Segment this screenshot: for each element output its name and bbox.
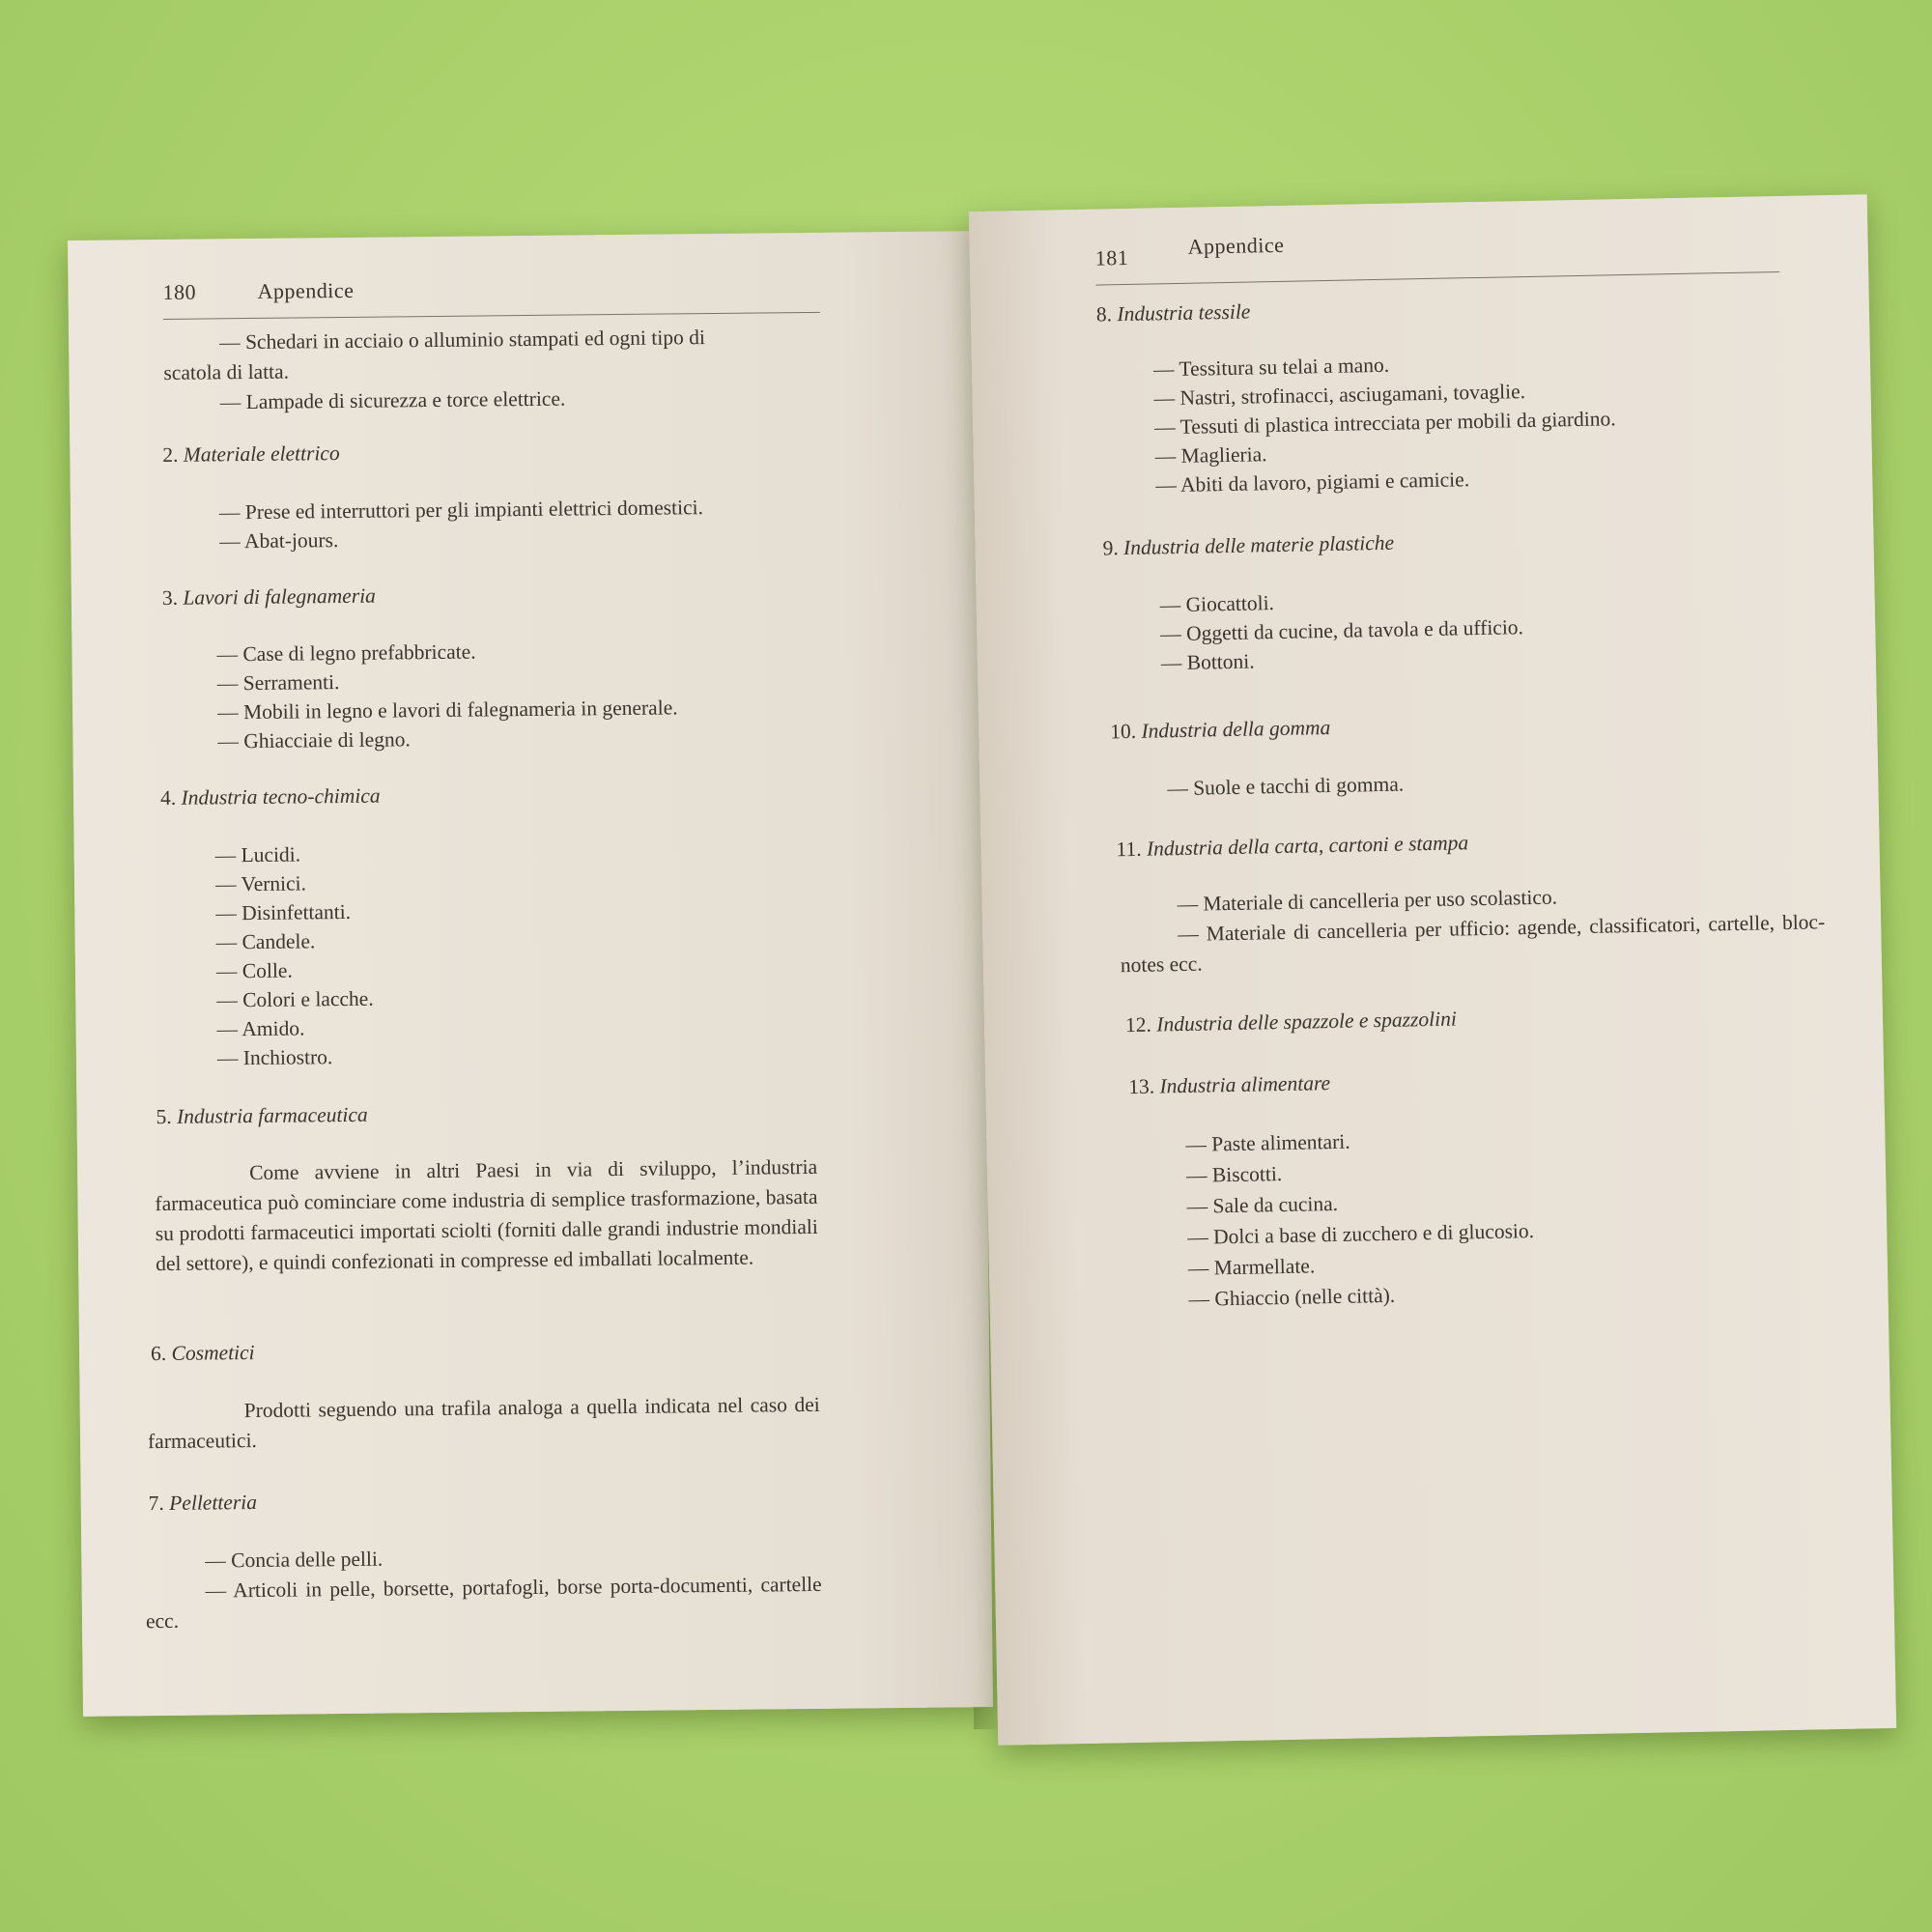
right-page — [969, 194, 1896, 1746]
section-number: 11. — [1116, 837, 1142, 862]
list-item: — Ghiaccio (nelle città). — [1188, 1283, 1396, 1311]
section-number: 5. — [156, 1104, 172, 1129]
list-item: — Amido. — [216, 1016, 305, 1041]
section-list — [1167, 770, 1404, 804]
list-item: — Abat-jours. — [219, 528, 339, 554]
section-list — [1185, 1122, 1535, 1315]
list-item: — Marmellate. — [1187, 1254, 1316, 1280]
section-paragraph: Come avviene in altri Paesi in via di sviluppo, l’industria farmaceutica può cominciare come industria di semplice trasformazione, basata su prodotti farmaceutici importati sciolti (forniti dalle grandi industrie mondiali del settore), e quindi confezionati in compresse ed imballati localmente. — [155, 1154, 818, 1276]
list-item: — Dolci a base di zucchero e di glucosio. — [1187, 1219, 1535, 1249]
section-number: 10. — [1109, 719, 1137, 744]
list-item: — Concia delle pelli. — [205, 1547, 384, 1573]
section-heading — [162, 439, 340, 469]
list-item: — Colle. — [215, 958, 293, 983]
list-item: — Ghiacciaie di legno. — [217, 727, 411, 753]
section-heading — [162, 582, 376, 612]
section-heading — [151, 1338, 255, 1368]
section-title: Cosmetici — [171, 1341, 255, 1365]
section-title: Industria tessile — [1117, 299, 1251, 327]
section-list — [216, 635, 678, 755]
list-item: — Sale da cucina. — [1186, 1191, 1339, 1218]
section-heading — [149, 1488, 258, 1518]
list-item: — Prese ed interruttori per gli impianti elettrici domestici. — [218, 496, 704, 525]
section-number: 2. — [162, 442, 179, 467]
section-heading — [1102, 528, 1394, 563]
section-number: 8. — [1095, 302, 1113, 327]
section-number: 9. — [1102, 536, 1119, 560]
list-item: — Serramenti. — [216, 670, 340, 696]
list-item: — Maglieria. — [1154, 442, 1267, 469]
section-title: Industria tecno-chimica — [181, 783, 381, 810]
list-item: — Abiti da lavoro, pigiami e camicie. — [1155, 468, 1470, 497]
section-number: 3. — [161, 585, 179, 610]
section-list — [145, 1540, 822, 1636]
list-item: — Disinfettanti. — [215, 899, 352, 925]
running-title: Appendice — [257, 277, 355, 303]
list-item: — Articoli in pelle, borsette, portafogli, borse porta-documenti, cartelle ecc. — [145, 1572, 822, 1634]
list-item: — Case di legno prefabbricate. — [216, 639, 476, 667]
section-title: Lavori di falegnameria — [183, 583, 376, 610]
list-item: — Mobili in legno e lavori di falegnameria in generale. — [217, 696, 678, 724]
list-item: — Lampade di sicurezza e torce elettrice. — [219, 386, 566, 414]
list-item: scatola di latta. — [163, 359, 290, 384]
section-title: Industria delle spazzole e spazzolini — [1156, 1007, 1458, 1037]
list-item: — Schedari in acciaio o alluminio stampati ed ogni tipo di — [219, 326, 706, 355]
section-number: 7. — [148, 1492, 164, 1516]
section-title: Industria delle materie plastiche — [1122, 530, 1395, 560]
section-list — [1119, 877, 1826, 980]
left-page — [68, 231, 993, 1717]
header-rule — [1095, 271, 1779, 286]
list-item: — Giocattoli. — [1159, 591, 1275, 617]
page-number: 180 — [162, 279, 197, 304]
page-number: 181 — [1094, 244, 1129, 270]
list-item: — Paste alimentari. — [1185, 1129, 1350, 1156]
intro-list — [163, 322, 821, 418]
section-list — [1159, 583, 1523, 677]
section-heading — [160, 781, 381, 812]
list-item: — Materiale di cancelleria per ufficio: agende, classificatori, cartelle, bloc-notes ecc. — [1120, 910, 1826, 978]
list-item: — Biscotti. — [1185, 1162, 1283, 1187]
header-rule — [163, 312, 820, 320]
section-heading — [1128, 1068, 1330, 1101]
list-item: — Candele. — [215, 929, 316, 954]
section-title: Industria della gomma — [1141, 715, 1331, 743]
running-title: Appendice — [1187, 232, 1285, 259]
section-list — [1153, 346, 1617, 499]
list-item: — Oggetti da cucine, da tavola e da ufficio. — [1160, 615, 1524, 646]
list-item: — Inchiostro. — [216, 1045, 333, 1070]
section-number: 12. — [1124, 1012, 1152, 1037]
section-list — [219, 493, 704, 555]
list-item: — Tessuti di plastica intrecciata per mobili da giardino. — [1153, 407, 1616, 440]
list-item: — Lucidi. — [214, 842, 301, 867]
section-title: Industria della carta, cartoni e stampa — [1146, 831, 1469, 861]
section-heading — [1110, 713, 1331, 746]
section-title: Industria alimentare — [1159, 1071, 1331, 1098]
section-list — [215, 839, 375, 1073]
section-heading — [156, 1100, 367, 1131]
section-number: 4. — [159, 785, 177, 810]
section-title: Industria farmaceutica — [176, 1102, 368, 1128]
section-paragraph: Prodotti seguendo una trafila analoga a quella indicata nel caso dei farmaceutici. — [147, 1392, 820, 1454]
section-title: Pelletteria — [169, 1490, 258, 1515]
list-item: — Materiale di cancelleria per uso scolastico. — [1177, 885, 1558, 917]
list-item: — Nastri, strofinacci, asciugamani, tovaglie. — [1153, 380, 1526, 411]
section-heading — [1116, 828, 1468, 864]
section-heading — [1096, 297, 1251, 328]
list-item: — Vernici. — [214, 871, 307, 896]
list-item: — Suole e tacchi di gomma. — [1167, 772, 1405, 801]
section-title: Materiale elettrico — [183, 441, 340, 467]
section-number: 6. — [150, 1341, 167, 1366]
list-item: — Tessitura su telai a mano. — [1152, 353, 1390, 382]
list-item: — Colori e lacche. — [216, 986, 374, 1012]
list-item: — Bottoni. — [1160, 649, 1255, 675]
section-heading — [1125, 1005, 1457, 1040]
section-number: 13. — [1128, 1074, 1155, 1099]
